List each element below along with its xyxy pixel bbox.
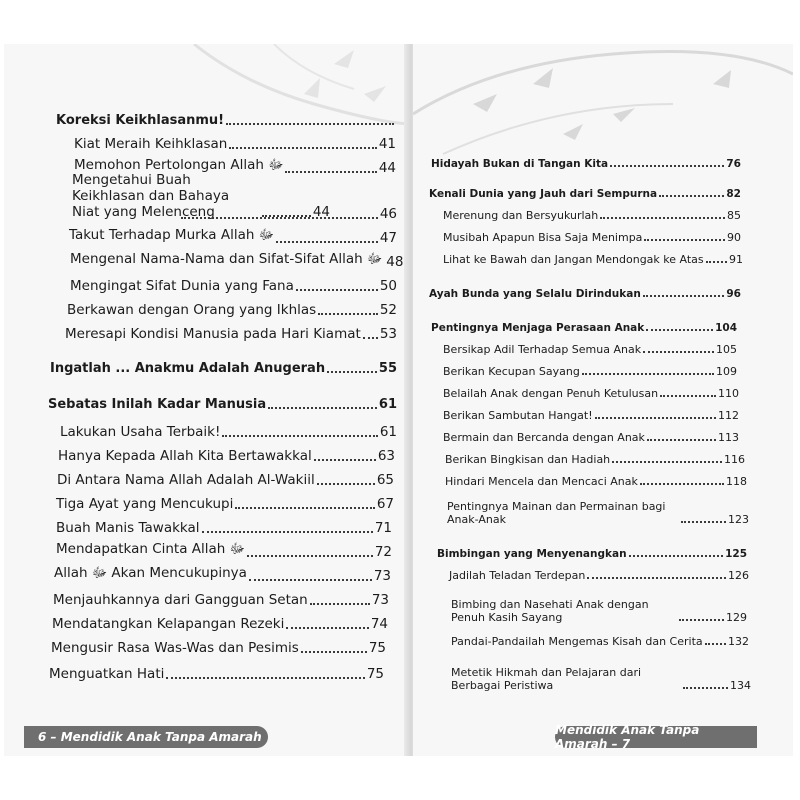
toc-entry-page: 52 (379, 302, 397, 318)
right-toc-entry (443, 386, 739, 400)
left-toc-entry (57, 470, 394, 488)
toc-entry-page: 91 (729, 253, 743, 266)
toc-entry-title: Mengenal Nama-Nama dan Sifat-Sifat Allah ﷻ (70, 251, 383, 267)
right-page (413, 44, 793, 756)
toc-entry-page: 44 (378, 160, 396, 176)
toc-entry-title: Di Antara Nama Allah Adalah Al-Wakiil (57, 472, 315, 488)
toc-dot-leader (582, 372, 714, 375)
right-toc-entry (451, 634, 749, 648)
toc-dot-leader (683, 686, 728, 689)
toc-dot-leader (612, 460, 722, 463)
toc-dot-leader (644, 238, 725, 241)
toc-dot-leader (681, 520, 726, 523)
left-toc-entry (56, 542, 392, 560)
left-toc-entry (69, 228, 397, 246)
toc-entry-page: 85 (727, 209, 741, 222)
toc-entry-title: Buah Manis Tawakkal (56, 520, 200, 536)
toc-entry-title: Koreksi Keikhlasanmu! (56, 113, 225, 128)
toc-entry-page: 65 (376, 472, 394, 488)
toc-dot-leader (587, 576, 726, 579)
left-toc-entry (50, 358, 397, 376)
toc-dot-leader (318, 312, 378, 315)
toc-entry-page: 61 (379, 424, 397, 440)
right-toc-entry (451, 590, 747, 624)
toc-entry-title: Mendatangkan Kelapangan Rezeki (52, 616, 285, 632)
toc-dot-leader (249, 578, 372, 581)
toc-dot-leader (646, 328, 713, 331)
left-toc-entry (56, 518, 392, 536)
toc-dot-leader (286, 626, 368, 629)
toc-dot-leader (327, 370, 377, 373)
left-footer (24, 726, 268, 748)
toc-entry-title: Bersikap Adil Terhadap Semua Anak (443, 343, 642, 356)
toc-dot-leader (640, 482, 724, 485)
toc-entry-page: 73 (371, 592, 389, 608)
toc-dot-leader (296, 288, 378, 291)
right-toc-entry (443, 408, 739, 422)
right-toc-entry (445, 474, 747, 488)
toc-dot-leader (660, 394, 716, 397)
right-footer (555, 723, 757, 751)
toc-dot-leader (268, 406, 377, 409)
toc-entry-title: Merenung dan Bersyukurlah (443, 209, 599, 222)
toc-entry-page: 110 (718, 387, 739, 400)
toc-dot-leader (226, 122, 394, 125)
right-toc-entry (429, 284, 741, 300)
toc-entry-title: Bimbing dan Nasehati Anak dengan Penuh Kasih Sayang (451, 598, 649, 624)
toc-entry-page: 61 (378, 397, 397, 412)
toc-entry-title: Belailah Anak dengan Penuh Ketulusan (443, 387, 659, 400)
toc-entry-page: 72 (374, 544, 392, 560)
toc-entry-page: 67 (376, 496, 394, 512)
toc-entry-title: Berikan Sambutan Hangat! (443, 409, 593, 422)
left-toc-entry (60, 422, 397, 440)
left-toc-entry (179, 204, 397, 222)
toc-entry-page: 82 (726, 188, 741, 200)
toc-entry-page: 55 (378, 361, 397, 376)
toc-entry-page: 73 (373, 568, 391, 584)
left-toc-entry (58, 446, 395, 464)
left-toc-entry (70, 251, 404, 270)
toc-entry-page: 112 (718, 409, 739, 422)
toc-dot-leader (643, 294, 725, 297)
right-toc-entry (443, 342, 737, 356)
right-footer-text: Mendidik Anak Tanpa Amarah – 7 (555, 723, 700, 751)
toc-entry-page: 116 (724, 453, 745, 466)
toc-entry-title: Jadilah Teladan Terdepan (449, 569, 586, 582)
toc-dot-leader (301, 650, 367, 653)
toc-entry-title: Takut Terhadap Murka Allah ﷻ (69, 227, 274, 243)
toc-entry-page: 90 (727, 231, 741, 244)
toc-dot-leader (705, 642, 726, 645)
toc-entry-title: Mengusir Rasa Was-Was dan Pesimis (51, 640, 299, 656)
toc-entry-page: 74 (370, 616, 388, 632)
toc-entry-page: 50 (379, 278, 397, 294)
toc-entry-title: Hanya Kepada Allah Kita Bertawakkal (58, 448, 312, 464)
toc-dot-leader (679, 618, 724, 621)
toc-entry-page: 75 (368, 640, 386, 656)
toc-entry-page: 123 (728, 513, 749, 526)
toc-entry-page: 118 (726, 475, 747, 488)
toc-entry-page: 53 (379, 326, 397, 342)
toc-entry-title: Mengingat Sifat Dunia yang Fana (70, 278, 294, 294)
left-toc-entry (56, 110, 396, 128)
toc-dot-leader (647, 438, 716, 441)
toc-dot-leader (166, 676, 364, 679)
toc-dot-leader (363, 336, 378, 339)
toc-dot-leader (659, 194, 724, 197)
toc-entry-page: 46 (379, 206, 397, 222)
toc-entry-title: Kenali Dunia yang Jauh dari Sempurna (429, 188, 658, 200)
toc-entry-title: Hidayah Bukan di Tangan Kita (431, 158, 609, 170)
toc-dot-leader (610, 164, 724, 167)
toc-entry-page: 96 (726, 288, 741, 300)
toc-entry-title: Ingatlah ... Anakmu Adalah Anugerah (50, 361, 326, 376)
right-toc-entry (429, 184, 741, 200)
left-toc-entry (74, 134, 396, 152)
toc-dot-leader (314, 458, 376, 461)
right-toc-entry (445, 452, 745, 466)
left-toc-entry (65, 324, 397, 342)
toc-entry-title: Menguatkan Hati (49, 666, 165, 682)
toc-dot-leader (317, 482, 375, 485)
toc-entry-title: Sebatas Inilah Kadar Manusia (48, 397, 267, 412)
left-toc-entry (53, 590, 389, 608)
toc-entry-title: Menjauhkannya dari Gangguan Setan (53, 592, 308, 608)
left-toc-entry (48, 394, 397, 412)
toc-entry-title: Allah ﷻ Akan Mencukupinya (54, 565, 247, 581)
toc-entry-title: Pentingnya Menjaga Perasaan Anak (431, 322, 645, 334)
toc-entry-title: Metetik Hikmah dan Pelajaran dari Berbagai Peristiwa (451, 666, 642, 692)
left-toc-entry (52, 614, 388, 632)
toc-dot-leader (310, 602, 370, 605)
toc-entry-title: Lakukan Usaha Terbaik! (60, 424, 221, 440)
toc-entry-title: Bimbingan yang Menyenangkan (437, 548, 627, 560)
right-toc-entry (443, 230, 741, 244)
toc-entry-title: Pandai-Pandailah Mengemas Kisah dan Cerita (451, 635, 703, 648)
toc-entry-page: 48 (386, 254, 404, 270)
toc-entry-page: 75 (366, 666, 384, 682)
right-toc-entry (431, 154, 741, 170)
toc-dot-leader (643, 350, 714, 353)
left-toc-entry (67, 300, 397, 318)
toc-entry-title: Mengetahui Buah Keikhlasan dan Bahaya Niat yang Melenceng (72, 172, 230, 220)
toc-entry-page: 105 (716, 343, 737, 356)
right-toc-entry (437, 544, 747, 560)
toc-dot-leader (181, 216, 378, 219)
right-toc-entry (443, 364, 737, 378)
toc-entry-title: Bermain dan Bercanda dengan Anak (443, 431, 645, 444)
toc-dot-leader (202, 530, 373, 533)
toc-entry-title: Musibah Apapun Bisa Saja Menimpa (443, 231, 643, 244)
left-toc-entry (56, 494, 394, 512)
toc-entry-title: Berikan Bingkisan dan Hadiah (445, 453, 611, 466)
toc-dot-leader (276, 240, 378, 243)
toc-dot-leader (229, 146, 376, 149)
toc-entry-page: 132 (728, 635, 749, 648)
toc-entry-title: Kiat Meraih Keihklasan (74, 136, 228, 152)
toc-entry-page: 104 (715, 322, 737, 334)
toc-entry-page: 109 (716, 365, 737, 378)
toc-dot-leader (247, 554, 373, 557)
toc-entry-page: 129 (726, 611, 747, 624)
toc-entry-page: 44 (312, 204, 330, 220)
toc-entry-title: Pentingnya Mainan dan Permainan bagi Anak-Anak (447, 500, 666, 526)
toc-entry-title: Lihat ke Bawah dan Jangan Mendongak ke Atas (443, 253, 704, 266)
toc-entry-title: Hindari Mencela dan Mencaci Anak (445, 475, 638, 488)
toc-dot-leader (222, 434, 377, 437)
right-toc-entry (443, 208, 741, 222)
toc-entry-page: 41 (378, 136, 396, 152)
toc-entry-page: 134 (730, 679, 751, 692)
toc-entry-title: Berikan Kecupan Sayang (443, 365, 580, 378)
toc-entry-title: Tiga Ayat yang Mencukupi (56, 496, 234, 512)
toc-entry-page: 76 (726, 158, 741, 170)
toc-entry-page: 63 (377, 448, 395, 464)
left-toc-entry (70, 276, 397, 294)
right-toc-entry (431, 318, 737, 334)
right-toc-entry (451, 658, 751, 692)
left-toc-entry (51, 638, 386, 656)
toc-entry-page: 113 (718, 431, 739, 444)
toc-entry-page: 47 (379, 230, 397, 246)
right-toc-entry (443, 430, 739, 444)
toc-dot-leader (235, 506, 374, 509)
right-toc-entry (447, 494, 749, 526)
toc-entry-page: 126 (728, 569, 749, 582)
toc-entry-title: Meresapi Kondisi Manusia pada Hari Kiamat (65, 326, 361, 342)
toc-entry-title: Memohon Pertolongan Allah ﷻ (74, 157, 284, 173)
bamboo-watermark-icon (413, 44, 793, 204)
toc-dot-leader (600, 216, 725, 219)
toc-entry-page: 125 (725, 548, 747, 560)
toc-entry-page: 71 (374, 520, 392, 536)
left-toc-entry (49, 664, 384, 682)
toc-dot-leader (595, 416, 716, 419)
toc-dot-leader (629, 554, 724, 557)
right-toc-entry (449, 568, 749, 582)
toc-entry-title: Berkawan dengan Orang yang Ikhlas (67, 302, 317, 318)
toc-dot-leader (285, 170, 376, 173)
left-footer-text: 6 – Mendidik Anak Tanpa Amarah (38, 730, 262, 744)
toc-entry-title: Ayah Bunda yang Selalu Dirindukan (429, 288, 641, 300)
toc-entry-title: Mendapatkan Cinta Allah ﷻ (56, 541, 245, 557)
toc-dot-leader (706, 260, 727, 263)
right-toc-entry (443, 252, 743, 266)
left-page (4, 44, 413, 756)
left-toc-entry (54, 566, 391, 584)
